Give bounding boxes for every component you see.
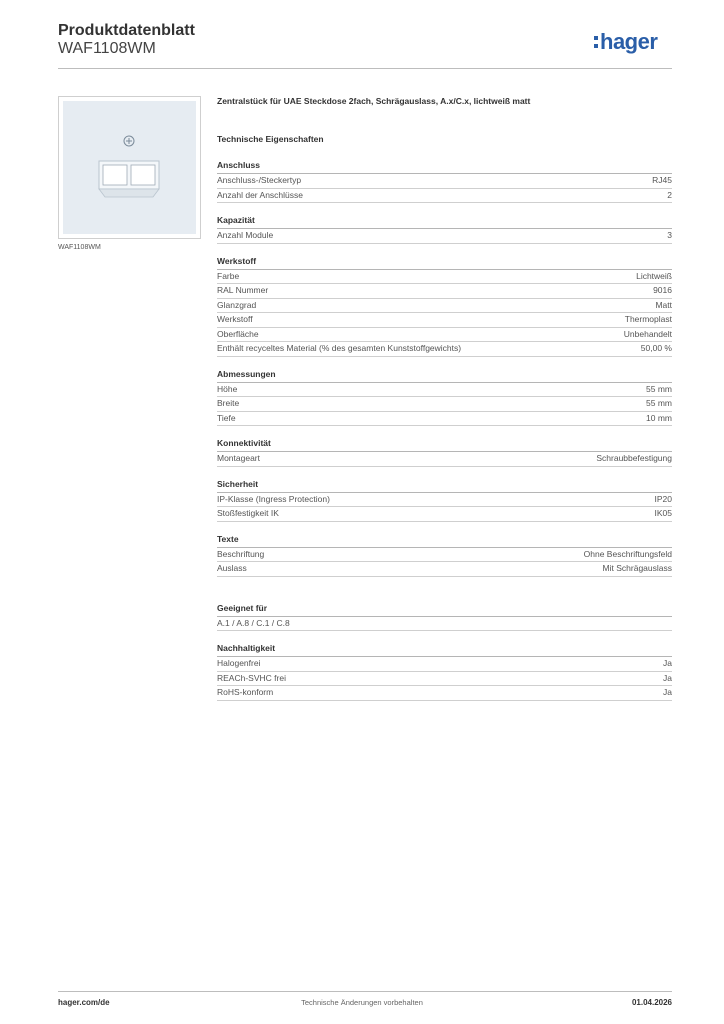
section-title: Abmessungen	[217, 369, 672, 383]
section-title: Nachhaltigkeit	[217, 643, 672, 657]
spec-value: Ja	[663, 658, 672, 668]
spec-value: Ja	[663, 672, 672, 683]
spec-row	[217, 270, 672, 285]
spec-value: RJ45	[652, 175, 672, 185]
spec-row	[217, 174, 672, 189]
section-title: Texte	[217, 534, 672, 548]
spec-row	[217, 507, 672, 522]
section-title: Konnektivität	[217, 438, 672, 452]
spec-value: 50,00 %	[640, 343, 672, 353]
spec-label: Halogenfrei	[217, 658, 261, 668]
section-title: Anschluss	[217, 160, 672, 174]
product-image	[58, 96, 201, 239]
section-title: Kapazität	[217, 215, 672, 229]
spec-row	[217, 397, 672, 412]
spec-label: Anzahl Module	[217, 230, 274, 240]
spec-value: Schraubbefestigung	[596, 453, 672, 463]
spec-value: Ja	[663, 687, 672, 697]
section-sicherheit	[217, 479, 672, 522]
socket-drawing	[63, 101, 198, 236]
spec-row	[217, 229, 672, 244]
spec-label: Montageart	[217, 453, 260, 463]
spec-value: Unbehandelt	[623, 328, 672, 339]
spec-row	[217, 562, 672, 577]
footer-divider	[58, 991, 672, 992]
spec-row	[217, 313, 672, 328]
spec-label: A.1 / A.8 / C.1 / C.8	[217, 617, 290, 628]
spec-row	[217, 617, 672, 632]
section-konnektivitaet	[217, 438, 672, 467]
spec-value: 9016	[653, 285, 672, 295]
spec-value: 3	[667, 230, 672, 240]
spec-row	[217, 686, 672, 701]
spec-row	[217, 189, 672, 204]
section-geeignet-fuer	[217, 603, 672, 632]
spec-row	[217, 383, 672, 398]
spec-value: Ohne Beschriftungsfeld	[583, 548, 672, 559]
spec-value: IK05	[654, 508, 672, 518]
spec-label: Glanzgrad	[217, 299, 257, 310]
header-divider	[58, 68, 672, 69]
spec-value: IP20	[654, 493, 672, 504]
section-werkstoff	[217, 256, 672, 357]
spec-row	[217, 412, 672, 427]
article-number: WAF1108WM	[58, 40, 156, 57]
spec-value: 55 mm	[646, 398, 672, 408]
page-title: Produktdatenblatt	[58, 22, 195, 39]
spec-row	[217, 493, 672, 508]
spec-value: 10 mm	[646, 412, 672, 423]
spec-row	[217, 657, 672, 672]
spec-row	[217, 284, 672, 299]
section-texte	[217, 534, 672, 577]
footer-website-link[interactable]: hager.com/de	[58, 998, 110, 1007]
spec-row	[217, 299, 672, 314]
spec-label: Anschluss-/Steckertyp	[217, 175, 302, 185]
spec-value: Mit Schrägauslass	[602, 563, 672, 573]
section-nachhaltigkeit	[217, 643, 672, 701]
section-title: Sicherheit	[217, 479, 672, 493]
hager-logo	[592, 26, 674, 56]
spec-row	[217, 328, 672, 343]
spec-label: REACh-SVHC frei	[217, 672, 286, 683]
spec-label: Oberfläche	[217, 328, 259, 339]
tech-heading: Technische Eigenschaften	[217, 134, 324, 144]
spec-value: 2	[667, 189, 672, 200]
spec-label: Enthält recyceltes Material (% des gesamten Kunststoffgewichts)	[217, 343, 462, 353]
section-anschluss	[217, 160, 672, 203]
section-kapazitaet	[217, 215, 672, 244]
spec-label: Anzahl der Anschlüsse	[217, 189, 303, 200]
spec-row	[217, 672, 672, 687]
spec-label: IP-Klasse (Ingress Protection)	[217, 493, 330, 504]
footer-date: 01.04.2026	[631, 998, 672, 1007]
socket-plate	[63, 101, 196, 234]
svg-text:hager: hager	[600, 29, 658, 54]
product-title: Zentralstück für UAE Steckdose 2fach, Schrägauslass, A.x/C.x, lichtweiß matt	[217, 96, 531, 106]
spec-value: 55 mm	[646, 383, 672, 394]
section-title: Geeignet für	[217, 603, 672, 617]
image-caption: WAF1108WM	[58, 244, 101, 251]
spec-value: Matt	[655, 299, 672, 310]
spec-row	[217, 452, 672, 467]
spec-label: Höhe	[217, 383, 238, 394]
spec-label: Tiefe	[217, 412, 236, 423]
section-title: Werkstoff	[217, 256, 672, 270]
spec-row	[217, 342, 672, 357]
spec-label: Stoßfestigkeit IK	[217, 508, 279, 518]
spec-content	[217, 96, 672, 713]
footer-note: Technische Änderungen vorbehalten	[301, 998, 423, 1007]
spec-label: Werkstoff	[217, 314, 253, 324]
spec-label: Breite	[217, 398, 240, 408]
spec-label: Farbe	[217, 270, 240, 281]
section-abmessungen	[217, 369, 672, 427]
spec-label: Auslass	[217, 563, 247, 573]
spec-label: RAL Nummer	[217, 285, 269, 295]
spec-label: RoHS-konform	[217, 687, 274, 697]
spec-value: Lichtweiß	[636, 270, 672, 281]
spec-row	[217, 548, 672, 563]
spec-label: Beschriftung	[217, 548, 265, 559]
spec-value: Thermoplast	[624, 314, 672, 324]
